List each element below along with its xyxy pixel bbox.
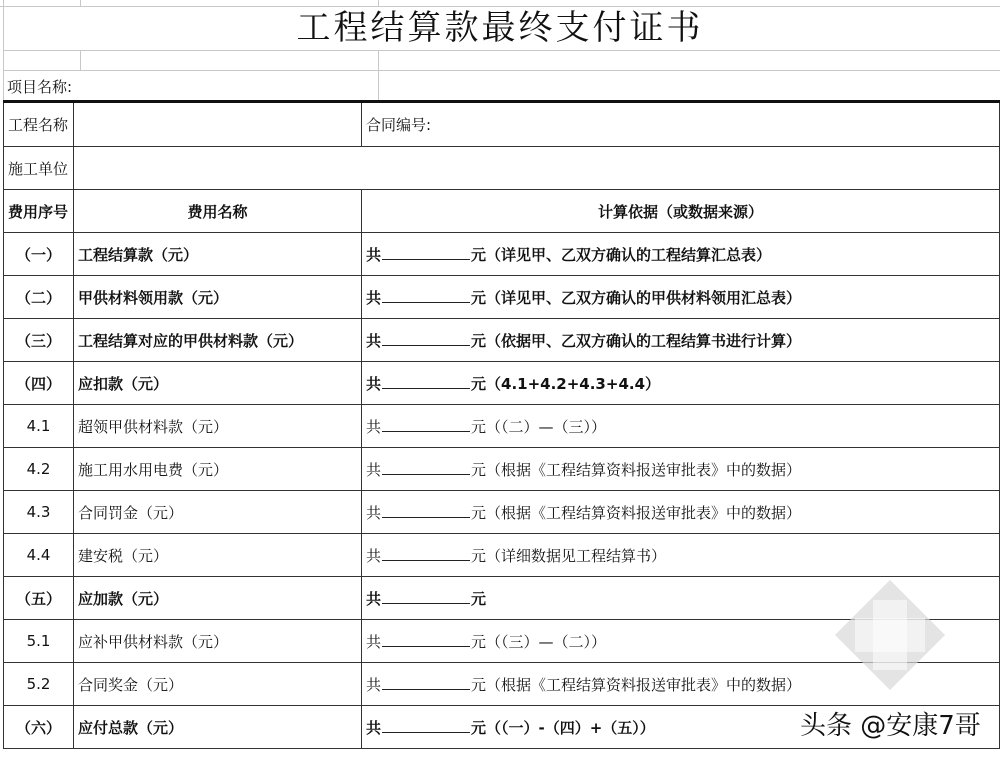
contract-no-field[interactable]: 合同编号: (362, 102, 1000, 147)
prefix: 共 (366, 589, 382, 608)
basis-text: 元（详见甲、乙双方确认的甲供材料领用汇总表） (471, 288, 802, 307)
sheet-gridline (80, 50, 81, 70)
row-seq: （五） (4, 577, 74, 620)
row-seq: （四） (4, 362, 74, 405)
amount-blank[interactable] (382, 589, 470, 604)
row-basis (362, 448, 1000, 491)
amount-blank[interactable] (382, 288, 470, 303)
row-fee-name: 合同奖金（元） (74, 663, 362, 706)
row-basis (362, 491, 1000, 534)
basis-text: 元（4.1+4.2+4.3+4.4） (471, 374, 661, 393)
row-basis (362, 405, 1000, 448)
row-fee-name: 超领甲供材料款（元） (74, 405, 362, 448)
watermark-credit: 头条 @安康7哥 (800, 711, 981, 741)
table-row (4, 233, 1000, 276)
table-row (4, 448, 1000, 491)
row-seq: 4.1 (4, 405, 74, 448)
sheet-gridline (3, 70, 1000, 71)
prefix: 共 (366, 503, 382, 522)
row-seq: 5.2 (4, 663, 74, 706)
row-basis (362, 233, 1000, 276)
row-seq: 5.1 (4, 620, 74, 663)
zhulong-watermark-logo (835, 580, 945, 690)
basis-text: 元 (471, 589, 487, 608)
row-seq: （一） (4, 233, 74, 276)
basis-text: 元（根据《工程结算资料报送审批表》中的数据） (471, 460, 802, 479)
row-fee-name: 应补甲供材料款（元） (74, 620, 362, 663)
basis-text: 元（（一）-（四）+（五）） (471, 718, 655, 737)
row-basis (362, 362, 1000, 405)
engineering-name-row (4, 102, 1000, 147)
prefix: 共 (366, 675, 382, 694)
contractor-row (4, 147, 1000, 190)
row-fee-name: 应扣款（元） (74, 362, 362, 405)
basis-text: 元（（三）—（二）） (471, 632, 607, 651)
prefix: 共 (366, 632, 382, 651)
contractor-label: 施工单位 (4, 147, 74, 190)
prefix: 共 (366, 245, 382, 264)
basis-text: 元（根据《工程结算资料报送审批表》中的数据） (471, 675, 802, 694)
row-fee-name: 甲供材料领用款（元） (74, 276, 362, 319)
row-seq: （二） (4, 276, 74, 319)
amount-blank[interactable] (382, 417, 470, 432)
row-basis (362, 534, 1000, 577)
basis-text: 元（（二）—（三）） (471, 417, 607, 436)
table-row (4, 491, 1000, 534)
row-seq: 4.4 (4, 534, 74, 577)
prefix: 共 (366, 288, 382, 307)
amount-blank[interactable] (382, 546, 470, 561)
basis-text: 元（详见甲、乙双方确认的工程结算汇总表） (471, 245, 772, 264)
header-row (4, 190, 1000, 233)
row-fee-name: 应加款（元） (74, 577, 362, 620)
amount-blank[interactable] (382, 460, 470, 475)
basis-text: 元（依据甲、乙双方确认的工程结算书进行计算） (471, 331, 802, 350)
row-seq: （三） (4, 319, 74, 362)
prefix: 共 (366, 718, 382, 737)
basis-text: 元（根据《工程结算资料报送审批表》中的数据） (471, 503, 802, 522)
sheet-gridline (378, 50, 379, 100)
amount-blank[interactable] (382, 374, 470, 389)
engineering-name-field[interactable] (74, 102, 362, 147)
row-fee-name: 合同罚金（元） (74, 491, 362, 534)
amount-blank[interactable] (382, 245, 470, 260)
document-title: 工程结算款最终支付证书 (296, 8, 704, 48)
amount-blank[interactable] (382, 718, 470, 733)
prefix: 共 (366, 417, 382, 436)
table-row (4, 319, 1000, 362)
prefix: 共 (366, 331, 382, 350)
contractor-field[interactable] (74, 147, 1000, 190)
header-name: 费用名称 (74, 190, 362, 233)
header-seq: 费用序号 (4, 190, 74, 233)
amount-blank[interactable] (382, 331, 470, 346)
row-fee-name: 建安税（元） (74, 534, 362, 577)
table-row (4, 534, 1000, 577)
amount-blank[interactable] (382, 632, 470, 647)
project-name-label: 项目名称: (7, 78, 73, 96)
table-row (4, 276, 1000, 319)
prefix: 共 (366, 546, 382, 565)
row-fee-name: 施工用水用电费（元） (74, 448, 362, 491)
row-fee-name: 应付总款（元） (74, 706, 362, 749)
row-seq: 4.2 (4, 448, 74, 491)
row-seq: （六） (4, 706, 74, 749)
prefix: 共 (366, 460, 382, 479)
row-seq: 4.3 (4, 491, 74, 534)
sheet-gridline (3, 50, 1000, 51)
table-row (4, 362, 1000, 405)
row-basis (362, 276, 1000, 319)
row-basis (362, 319, 1000, 362)
row-fee-name: 工程结算对应的甲供材料款（元） (74, 319, 362, 362)
engineering-name-label: 工程名称 (4, 102, 74, 147)
header-basis: 计算依据（或数据来源） (362, 190, 1000, 233)
prefix: 共 (366, 374, 382, 393)
amount-blank[interactable] (382, 675, 470, 690)
row-fee-name: 工程结算款（元） (74, 233, 362, 276)
amount-blank[interactable] (382, 503, 470, 518)
basis-text: 元（详细数据见工程结算书） (471, 546, 667, 565)
table-row (4, 405, 1000, 448)
